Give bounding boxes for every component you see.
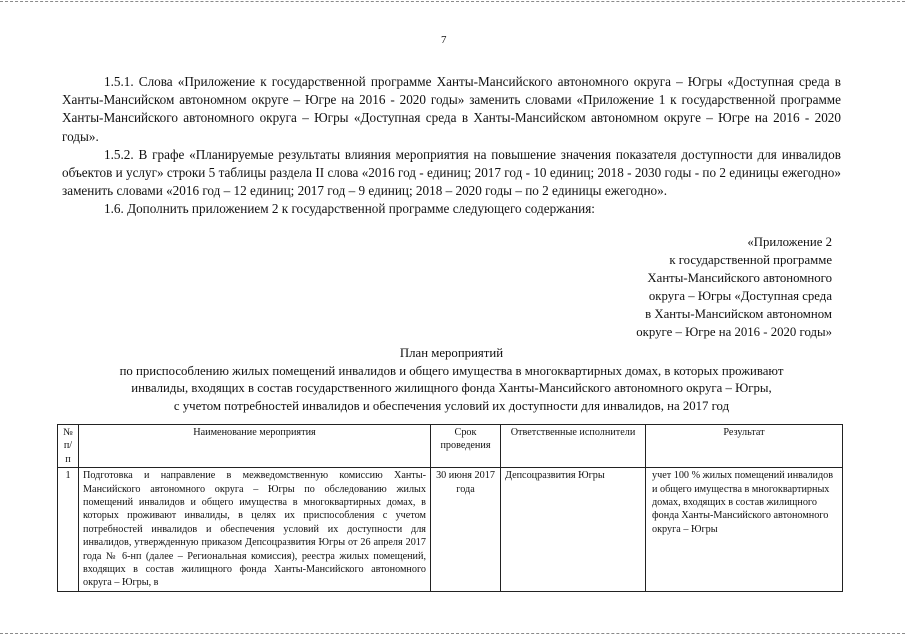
page-number: 7 bbox=[441, 34, 447, 46]
paragraph-1-6: 1.6. Дополнить приложением 2 к государственной программе следующего содержания: bbox=[104, 201, 595, 217]
table-header-row bbox=[58, 425, 843, 468]
header-name: Наименование мероприятия bbox=[79, 425, 431, 468]
table-row bbox=[58, 468, 843, 592]
plan-title bbox=[62, 345, 841, 415]
appendix-line: «Приложение 2 bbox=[747, 235, 832, 249]
header-result: Результат bbox=[646, 425, 843, 468]
header-num: № п/п bbox=[58, 425, 79, 468]
plan-title-line: План мероприятий bbox=[399, 346, 504, 360]
cell-name: Подготовка и направление в межведомственную комиссию Ханты-Мансийского автономного округа – Югры по обследованию жилых помещений инвалидов и общего имущества в многоквартирных домах, в которых проживают инвалиды, в целях их приспособления с учетом потребностей инвалидов и обеспечения условий их доступности для инвалидов, утвержденную приказом Депсоцразвития Югры от 26 апреля 2017 года № 6-нп (далее – Региональная комиссия), реестра жилых помещений, входящих в состав жилищного фонда Ханты-Мансийского автономного округа – Югры, в bbox=[79, 468, 431, 592]
cell-num: 1 bbox=[58, 468, 79, 592]
paragraph-1-5-1: 1.5.1. Слова «Приложение к государственной программе Ханты-Мансийского автономного округа – Югры «Доступная среда в Ханты-Мансийском автономном округе – Югре на 2016 - 2020 годы» заменить словами «Приложение 1 к государственной программе Ханты-Мансийского автономного округа – Югры «Доступная среда в Ханты-Мансийском автономном округе – Югре на 2016 - 2020 годы». bbox=[62, 74, 841, 144]
plan-title-line: инвалиды, входящих в состав государственного жилищного фонда Ханты-Мансийского автономного округа – Югры, bbox=[131, 381, 772, 395]
header-deadline: Срок проведения bbox=[431, 425, 501, 468]
appendix-line: округа – Югры «Доступная среда bbox=[648, 289, 832, 303]
appendix-reference bbox=[590, 233, 832, 341]
cell-deadline: 30 июня 2017 года bbox=[431, 468, 501, 592]
cell-result: учет 100 % жилых помещений инвалидов и общего имущества в многоквартирных домах, входящих в состав жилищного фонда Ханты-Мансийского автономного округа – Югры bbox=[646, 468, 843, 592]
plan-table bbox=[57, 424, 843, 592]
plan-title-line: с учетом потребностей инвалидов и обеспечения условий их доступности для инвалидов, на 2017 год bbox=[173, 398, 730, 413]
plan-title-line: по приспособлению жилых помещений инвалидов и общего имущества в многоквартирных домах, в которых проживают bbox=[119, 363, 784, 378]
paragraph-1-5-2: 1.5.2. В графе «Планируемые результаты влияния мероприятия на повышение значения показателя доступности для инвалидов объектов и услуг» строки 5 таблицы раздела II слова «2016 год - единиц; 2017 год - 10 единиц; 2018 - 2030 годы - по 2 единицы ежегодно» заменить словами «2016 год – 12 единиц; 2017 год – 9 единиц; 2018 – 2020 годы – по 2 единицы ежегодно». bbox=[62, 146, 841, 199]
scan-top-edge bbox=[0, 1, 905, 3]
appendix-line: в Ханты-Мансийском автономном bbox=[645, 307, 832, 321]
appendix-line: округе – Югре на 2016 - 2020 годы» bbox=[636, 325, 832, 339]
header-responsible: Ответственные исполнители bbox=[501, 425, 646, 468]
appendix-line: Ханты-Мансийского автономного bbox=[647, 271, 832, 285]
cell-responsible: Депсоцразвития Югры bbox=[501, 468, 646, 592]
document-body bbox=[62, 73, 841, 219]
scan-bottom-edge bbox=[0, 633, 905, 635]
appendix-line: к государственной программе bbox=[669, 253, 832, 267]
